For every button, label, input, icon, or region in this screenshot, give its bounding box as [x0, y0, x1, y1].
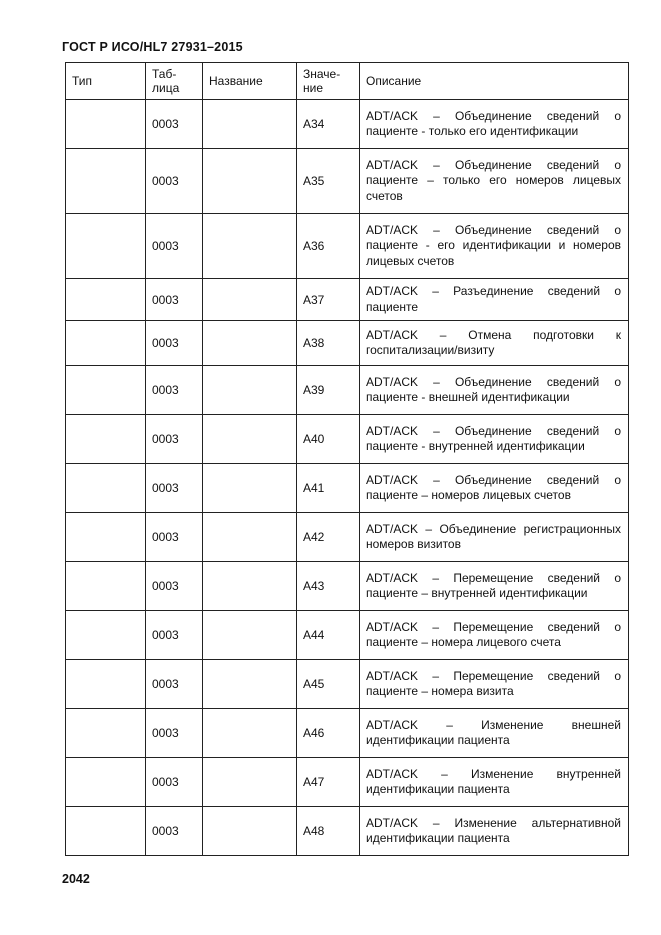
description-cell: ADT/ACK – Перемещение сведений о пациенте – внутренней идентификации	[360, 562, 629, 611]
description-cell: ADT/ACK – Разъединение сведений о пациенте	[360, 279, 629, 321]
table-number-cell: 0003	[146, 279, 203, 321]
table-row	[66, 366, 629, 415]
description-cell: ADT/ACK – Объединение регистрационных номеров визитов	[360, 513, 629, 562]
name-cell	[203, 807, 297, 856]
description-cell: ADT/ACK – Перемещение сведений о пациенте – номера лицевого счета	[360, 611, 629, 660]
table-row	[66, 562, 629, 611]
name-cell	[203, 100, 297, 149]
type-cell	[66, 415, 146, 464]
table-row	[66, 149, 629, 214]
name-cell	[203, 214, 297, 279]
description-cell: ADT/ACK – Объединение сведений о пациенте - только его идентификации	[360, 100, 629, 149]
table-number-cell: 0003	[146, 415, 203, 464]
event-code-cell: A46	[297, 709, 360, 758]
event-code-cell: A39	[297, 366, 360, 415]
table-row	[66, 464, 629, 513]
table-row	[66, 709, 629, 758]
table-number-cell: 0003	[146, 464, 203, 513]
table-number-cell: 0003	[146, 660, 203, 709]
column-header-table: Таб- лица	[146, 63, 203, 100]
name-cell	[203, 562, 297, 611]
type-cell	[66, 366, 146, 415]
description-cell: ADT/ACK – Объединение сведений о пациенте – только его номеров лицевых счетов	[360, 149, 629, 214]
table-number-cell: 0003	[146, 611, 203, 660]
table-row	[66, 214, 629, 279]
type-cell	[66, 562, 146, 611]
description-cell: ADT/ACK – Перемещение сведений о пациенте – номера визита	[360, 660, 629, 709]
column-header-description: Описание	[360, 63, 629, 100]
table-number-cell: 0003	[146, 758, 203, 807]
name-cell	[203, 709, 297, 758]
type-cell	[66, 214, 146, 279]
table-row	[66, 321, 629, 366]
description-cell: ADT/ACK – Объединение сведений о пациенте – номеров лицевых счетов	[360, 464, 629, 513]
name-cell	[203, 366, 297, 415]
description-cell: ADT/ACK – Отмена подготовки к госпитализации/визиту	[360, 321, 629, 366]
type-cell	[66, 464, 146, 513]
name-cell	[203, 611, 297, 660]
event-code-cell: A42	[297, 513, 360, 562]
event-code-cell: A35	[297, 149, 360, 214]
table-row	[66, 660, 629, 709]
description-cell: ADT/ACK – Изменение внешней идентификации пациента	[360, 709, 629, 758]
type-cell	[66, 611, 146, 660]
table-number-cell: 0003	[146, 366, 203, 415]
table-row	[66, 100, 629, 149]
document-header: ГОСТ Р ИСО/HL7 27931–2015	[62, 40, 243, 54]
name-cell	[203, 758, 297, 807]
event-code-cell: A44	[297, 611, 360, 660]
description-cell: ADT/ACK – Объединение сведений о пациенте - внутренней идентификации	[360, 415, 629, 464]
table-number-cell: 0003	[146, 562, 203, 611]
event-code-cell: A34	[297, 100, 360, 149]
description-cell: ADT/ACK – Объединение сведений о пациенте - внешней идентификации	[360, 366, 629, 415]
type-cell	[66, 321, 146, 366]
name-cell	[203, 513, 297, 562]
table-row	[66, 611, 629, 660]
table-row	[66, 279, 629, 321]
event-code-cell: A48	[297, 807, 360, 856]
table-row	[66, 758, 629, 807]
table-header-row	[66, 63, 629, 100]
type-cell	[66, 709, 146, 758]
table-row	[66, 513, 629, 562]
event-code-cell: A38	[297, 321, 360, 366]
name-cell	[203, 660, 297, 709]
event-code-cell: A43	[297, 562, 360, 611]
name-cell	[203, 279, 297, 321]
type-cell	[66, 758, 146, 807]
event-code-cell: A45	[297, 660, 360, 709]
name-cell	[203, 321, 297, 366]
type-cell	[66, 100, 146, 149]
table-number-cell: 0003	[146, 709, 203, 758]
event-code-cell: A47	[297, 758, 360, 807]
table-number-cell: 0003	[146, 807, 203, 856]
type-cell	[66, 513, 146, 562]
description-cell: ADT/ACK – Изменение внутренней идентификации пациента	[360, 758, 629, 807]
column-header-name: Название	[203, 63, 297, 100]
event-type-table	[65, 62, 629, 856]
page-number: 2042	[62, 872, 90, 886]
event-code-cell: A37	[297, 279, 360, 321]
name-cell	[203, 415, 297, 464]
type-cell	[66, 807, 146, 856]
column-header-value: Значе- ние	[297, 63, 360, 100]
description-cell: ADT/ACK – Объединение сведений о пациенте - его идентификации и номеров лицевых счетов	[360, 214, 629, 279]
type-cell	[66, 660, 146, 709]
table-number-cell: 0003	[146, 214, 203, 279]
type-cell	[66, 149, 146, 214]
table-number-cell: 0003	[146, 513, 203, 562]
type-cell	[66, 279, 146, 321]
table-number-cell: 0003	[146, 100, 203, 149]
event-code-cell: A40	[297, 415, 360, 464]
name-cell	[203, 464, 297, 513]
event-code-cell: A36	[297, 214, 360, 279]
table-number-cell: 0003	[146, 321, 203, 366]
name-cell	[203, 149, 297, 214]
description-cell: ADT/ACK – Изменение альтернативной идентификации пациента	[360, 807, 629, 856]
table-number-cell: 0003	[146, 149, 203, 214]
column-header-type: Тип	[66, 63, 146, 100]
event-code-cell: A41	[297, 464, 360, 513]
table-row	[66, 807, 629, 856]
table-row	[66, 415, 629, 464]
